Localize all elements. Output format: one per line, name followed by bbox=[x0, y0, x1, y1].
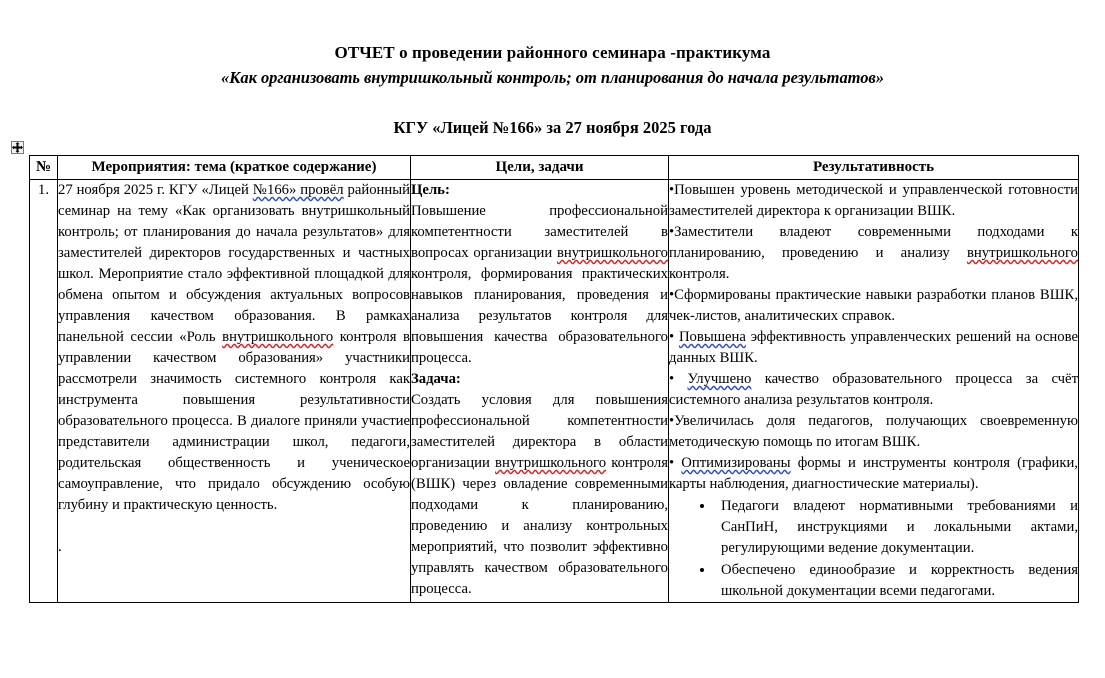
goal-text-part-2: контроля, формирования практических навыков планирования, проведения и анализа результатов контроля для повышения качества образовательного процесса. bbox=[411, 266, 668, 366]
result-b7-grammar-flag: Оптимизированы bbox=[681, 455, 791, 471]
result-bullet-6: •Увеличилась доля педагогов, получающих своевременную методическую помощь по итогам ВШК. bbox=[669, 413, 1078, 450]
report-table bbox=[29, 155, 1079, 603]
column-header-number: № bbox=[30, 156, 58, 180]
column-header-event: Мероприятия: тема (краткое содержание) bbox=[58, 156, 411, 180]
cell-event-description bbox=[58, 180, 411, 603]
result-bullet-4 bbox=[669, 327, 1078, 369]
cell-results bbox=[669, 180, 1079, 603]
goal-spelling-flag: внутришкольного bbox=[556, 245, 668, 261]
event-trailing-paragraph: . bbox=[58, 539, 62, 555]
column-header-result: Результативность bbox=[669, 156, 1079, 180]
result-bullet-7 bbox=[669, 453, 1078, 495]
result-bullet-5 bbox=[669, 369, 1078, 411]
event-text-part-1: 27 ноября 2025 г. КГУ «Лицей bbox=[58, 182, 253, 198]
result-b5-text: качество образовательного процесса за счёт системного анализа результатов контроля. bbox=[669, 371, 1078, 408]
report-table-wrapper bbox=[29, 155, 1078, 603]
event-text-part-2: районный семинар на тему «Как организовать внутришкольный контроль; от планирования до начала результатов» для заместителей директоров государственных и частных школ. Мероприятие стало эффективной площадкой для обмена опытом и обсуждения актуальных вопросов управления качеством образования. В рамках панельной сессии «Роль bbox=[58, 182, 410, 345]
result-bullet-1: •Повышен уровень методической и управленческой готовности заместителей директора к организации ВШК. bbox=[669, 182, 1078, 219]
cell-goals-tasks bbox=[411, 180, 669, 603]
goal-paragraph bbox=[411, 201, 668, 369]
list-item: • Педагоги владеют нормативными требованиями и СанПиН, инструкциями и локальными актами, регулирующими ведение документации. bbox=[715, 495, 1078, 559]
column-header-goal: Цели, задачи bbox=[411, 156, 669, 180]
event-spelling-flag: внутришкольного bbox=[222, 329, 334, 345]
event-paragraph bbox=[58, 180, 410, 516]
cell-row-number: 1. bbox=[30, 180, 58, 603]
page-title: ОТЧЕТ о проведении районного семинара -практикума bbox=[334, 43, 771, 62]
document-header bbox=[0, 0, 1105, 139]
task-text-part-2: контроля (ВШК) через овладение современными подходами к планированию, проведению и анализу контрольных мероприятий, что позволит эффективно управлять качеством образовательного процесса. bbox=[411, 455, 668, 597]
result-b7-text: формы и инструменты контроля (графики, карты наблюдения, диагностические материалы). bbox=[669, 455, 1078, 492]
result-b2-spelling-flag: внутришкольного bbox=[966, 245, 1078, 261]
move-handle-icon[interactable] bbox=[11, 141, 24, 154]
document-organization-line: КГУ «Лицей №166» за 27 ноября 2025 года bbox=[393, 118, 712, 137]
result-bullet-3: •Сформированы практические навыки разработки планов ВШК, чек-листов, аналитических справок. bbox=[669, 287, 1078, 324]
result-sub-list bbox=[669, 495, 1078, 602]
result-b4-grammar-flag: Повышена bbox=[678, 329, 746, 345]
result-b5-grammar-flag: Улучшено bbox=[687, 371, 752, 387]
task-label: Задача: bbox=[411, 371, 461, 387]
goal-label: Цель: bbox=[411, 182, 450, 198]
event-blank-line bbox=[58, 516, 410, 537]
event-grammar-flag: №166» провёл bbox=[252, 182, 344, 198]
task-paragraph bbox=[411, 390, 668, 600]
goal-text-part-1: Повышение профессиональной компетентности заместителей в вопросах организации bbox=[411, 203, 668, 261]
result-b4-text: эффективность управленческих решений на основе данных ВШК. bbox=[669, 329, 1078, 366]
task-spelling-flag: внутришкольного bbox=[495, 455, 607, 471]
result-b5-marker: • bbox=[669, 371, 688, 387]
event-text-part-3: контроля в управлении качеством образования» участники рассмотрели значимость системного контроля как инструмента повышения результативности образовательного процесса. В диалоге приняли участие представители администрации школ, педагоги, родительская общественность и ученическое самоуправление, что придало обсуждению особую глубину и практическую ценность. bbox=[58, 329, 410, 513]
result-b4-marker: • bbox=[669, 329, 679, 345]
result-b2-part-2: контроля. bbox=[669, 266, 730, 282]
document-subtitle: «Как организовать внутришкольный контроль; от планирования до начала результатов» bbox=[221, 68, 884, 87]
result-b7-marker: • bbox=[669, 455, 682, 471]
table-row bbox=[30, 180, 1079, 603]
task-text-part-1: Создать условия для повышения профессиональной компетентности заместителей директора в области организации bbox=[411, 392, 668, 471]
list-item: • Обеспечено единообразие и корректность ведения школьной документации всеми педагогами. bbox=[715, 559, 1078, 602]
table-header-row bbox=[30, 156, 1079, 180]
result-bullet-2 bbox=[669, 222, 1078, 285]
result-b2-part-1: •Заместители владеют современными подходами к планированию, проведению и анализу bbox=[669, 224, 1078, 261]
